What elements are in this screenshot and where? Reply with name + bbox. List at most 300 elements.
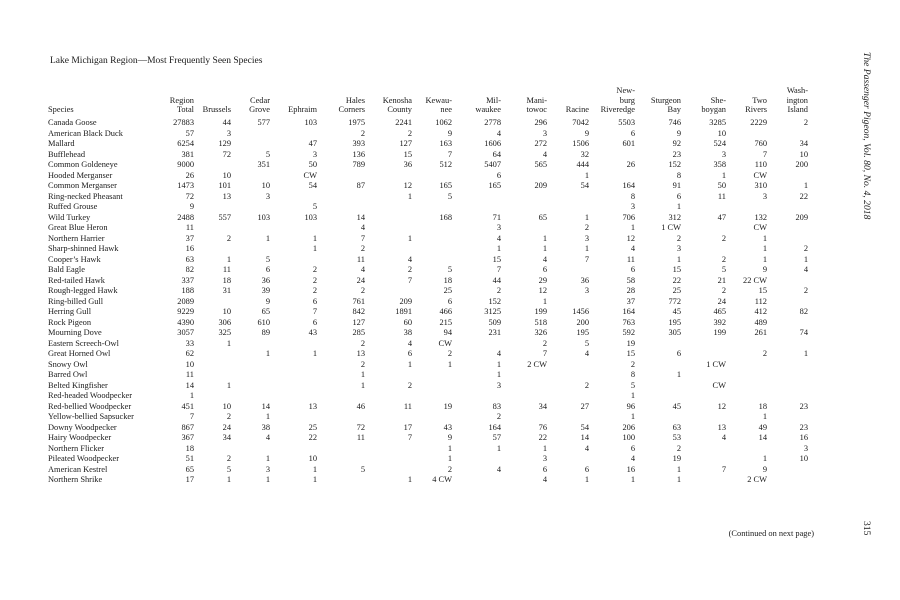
table-row — [48, 412, 810, 423]
count-cell: 65 — [538, 212, 547, 222]
count-cell: 4 — [360, 223, 365, 233]
count-cell: 7 — [312, 307, 317, 317]
count-cell: 4 — [803, 265, 808, 275]
count-cell — [233, 370, 272, 381]
count-cell: 5 — [265, 149, 270, 159]
table-row — [48, 276, 810, 287]
count-cell: 5 — [584, 338, 589, 348]
count-cell: 2 CW — [527, 359, 547, 369]
count-cell: 1 — [265, 412, 270, 422]
count-cell: 305 — [668, 328, 681, 338]
count-cell: 15 — [403, 149, 412, 159]
count-cell: 28 — [626, 286, 635, 296]
count-cell: 9 — [265, 296, 270, 306]
table-row — [48, 454, 810, 465]
species-name: Hooded Merganser — [48, 170, 113, 180]
count-cell: 72 — [222, 149, 231, 159]
table-row — [48, 370, 810, 381]
count-cell: 1891 — [395, 307, 412, 317]
count-cell: 168 — [439, 212, 452, 222]
count-cell — [233, 139, 272, 150]
count-cell: 12 — [717, 401, 726, 411]
count-cell: 2089 — [177, 296, 194, 306]
column-header-line: Bay — [667, 105, 681, 115]
species-name: Great Horned Owl — [48, 349, 111, 359]
count-cell: 3 — [542, 128, 547, 138]
count-cell: 6 — [630, 128, 635, 138]
table-row — [48, 444, 810, 455]
count-cell: 11 — [185, 370, 194, 380]
count-cell: 9 — [189, 202, 194, 212]
count-cell: 4 — [542, 475, 547, 485]
count-cell: 136 — [352, 149, 365, 159]
count-cell: 772 — [668, 296, 681, 306]
count-cell — [319, 391, 367, 402]
running-head: The Passenger Pigeon, Vol. 80, No. 4, 2018 — [861, 52, 872, 220]
count-cell: 11 — [356, 433, 365, 443]
count-cell: 7 — [407, 433, 412, 443]
species-name: Canada Goose — [48, 118, 97, 128]
count-cell: 5 — [226, 464, 231, 474]
count-cell: 592 — [622, 328, 635, 338]
count-cell: 6 — [630, 265, 635, 275]
count-cell: 11 — [356, 254, 365, 264]
table-header-row — [48, 76, 810, 118]
table-row — [48, 402, 810, 413]
count-cell: 6 — [630, 443, 635, 453]
count-cell — [728, 339, 769, 350]
count-cell: 1506 — [572, 139, 589, 149]
table-body — [48, 118, 810, 486]
count-cell — [272, 339, 319, 350]
column-header-line: Brussels — [202, 105, 231, 115]
count-cell — [196, 297, 233, 308]
count-cell — [549, 391, 591, 402]
count-cell: 5 — [312, 202, 317, 212]
count-cell — [683, 370, 728, 381]
count-cell — [549, 297, 591, 308]
column-header-line: Cedar — [250, 95, 270, 105]
count-cell — [414, 202, 454, 213]
count-cell: 58 — [626, 275, 635, 285]
count-cell: 87 — [356, 181, 365, 191]
count-cell: 524 — [713, 139, 726, 149]
count-cell — [272, 223, 319, 234]
count-cell: CW — [438, 338, 452, 348]
count-cell: 4 — [630, 454, 635, 464]
count-cell: 1 — [312, 233, 317, 243]
count-cell: 1 — [803, 349, 808, 359]
count-cell: 2 — [803, 286, 808, 296]
count-cell — [233, 129, 272, 140]
count-cell: 163 — [439, 139, 452, 149]
count-cell: 164 — [622, 181, 635, 191]
column-header — [503, 76, 549, 118]
count-cell: 14 — [580, 433, 589, 443]
species-name: Yellow-bellied Sapsucker — [48, 412, 134, 422]
count-cell: 188 — [181, 286, 194, 296]
count-cell: 34 — [222, 433, 231, 443]
count-cell: 37 — [185, 233, 194, 243]
column-header — [162, 76, 196, 118]
column-header — [769, 76, 810, 118]
count-cell — [728, 381, 769, 392]
count-cell: 6 — [676, 349, 681, 359]
species-name: Ring-necked Pheasant — [48, 191, 123, 201]
count-cell — [196, 202, 233, 213]
count-cell: 7 — [407, 275, 412, 285]
table-row — [48, 423, 810, 434]
count-cell — [769, 276, 810, 287]
count-cell: 2 — [676, 443, 681, 453]
count-cell — [683, 349, 728, 360]
count-cell: 112 — [754, 296, 767, 306]
count-cell: 15 — [672, 265, 681, 275]
count-cell: 6 — [312, 317, 317, 327]
count-cell: CW — [303, 170, 317, 180]
count-cell: 72 — [185, 191, 194, 201]
table-row — [48, 318, 810, 329]
count-cell: 1 — [630, 223, 635, 233]
count-cell: 9 — [584, 128, 589, 138]
species-name: Herring Gull — [48, 307, 92, 317]
count-cell: 195 — [576, 328, 589, 338]
count-cell — [503, 370, 549, 381]
count-cell: 103 — [304, 118, 317, 128]
count-cell: 2241 — [395, 118, 412, 128]
count-cell: 1 — [447, 454, 452, 464]
count-cell: 76 — [538, 422, 547, 432]
count-cell — [272, 381, 319, 392]
count-cell — [454, 202, 503, 213]
count-cell: 7 — [447, 149, 452, 159]
count-cell — [367, 391, 414, 402]
table-row — [48, 475, 810, 486]
count-cell: 39 — [261, 286, 270, 296]
count-cell: 1 — [360, 380, 365, 390]
count-cell: 10 — [222, 401, 231, 411]
count-cell: 23 — [672, 149, 681, 159]
table-row — [48, 118, 810, 129]
count-cell: 10 — [799, 454, 808, 464]
count-cell: 2 — [226, 454, 231, 464]
table-row — [48, 181, 810, 192]
count-cell: 23 — [799, 401, 808, 411]
count-cell: 11 — [185, 223, 194, 233]
count-cell: 26 — [185, 170, 194, 180]
table-row — [48, 381, 810, 392]
count-cell — [319, 444, 367, 455]
count-cell — [319, 202, 367, 213]
count-cell — [367, 465, 414, 476]
species-name: Bufflehead — [48, 149, 86, 159]
count-cell — [769, 391, 810, 402]
count-cell: 1 — [407, 233, 412, 243]
count-cell: 1 — [584, 212, 589, 222]
count-cell: 9 — [447, 433, 452, 443]
count-cell: 74 — [799, 328, 808, 338]
count-cell: 44 — [222, 118, 231, 128]
count-cell: 1 — [762, 412, 767, 422]
count-cell: 54 — [580, 422, 589, 432]
count-cell: 2 — [447, 464, 452, 474]
count-cell: 3 — [226, 128, 231, 138]
count-cell: 16 — [185, 244, 194, 254]
count-cell: 91 — [672, 181, 681, 191]
count-cell — [503, 223, 549, 234]
count-cell — [769, 171, 810, 182]
count-cell: 14 — [261, 401, 270, 411]
count-cell — [233, 244, 272, 255]
count-cell: 18 — [758, 401, 767, 411]
count-cell: 21 — [717, 275, 726, 285]
count-cell: 272 — [534, 139, 547, 149]
count-cell: 11 — [403, 401, 412, 411]
count-cell: 5 — [360, 464, 365, 474]
column-header-line: Riveredge — [600, 105, 635, 115]
column-header-line: Mil- — [486, 95, 501, 105]
column-header — [549, 76, 591, 118]
count-cell — [367, 286, 414, 297]
count-cell — [769, 475, 810, 486]
count-cell: 1 — [630, 475, 635, 485]
count-cell: 63 — [672, 422, 681, 432]
count-cell: 71 — [492, 212, 501, 222]
count-cell: 44 — [492, 275, 501, 285]
count-cell — [414, 412, 454, 423]
count-cell: 36 — [580, 275, 589, 285]
count-cell: 7 — [721, 464, 726, 474]
count-cell — [272, 192, 319, 203]
count-cell: 4 — [265, 433, 270, 443]
count-cell — [769, 339, 810, 350]
table-row — [48, 150, 810, 161]
count-cell — [319, 171, 367, 182]
count-cell: 3125 — [484, 307, 501, 317]
species-name: Pileated Woodpecker — [48, 454, 120, 464]
count-cell: 7 — [496, 265, 501, 275]
count-cell — [769, 381, 810, 392]
count-cell: 2 — [226, 233, 231, 243]
count-cell: 5503 — [618, 118, 635, 128]
species-name: Northern Flicker — [48, 443, 105, 453]
count-cell: 1 — [542, 296, 547, 306]
species-name: Snowy Owl — [48, 359, 88, 369]
count-cell — [454, 339, 503, 350]
count-cell: 2 — [496, 286, 501, 296]
count-cell: 1 — [447, 359, 452, 369]
count-cell — [233, 381, 272, 392]
count-cell — [233, 171, 272, 182]
species-name: Belted Kingfisher — [48, 380, 108, 390]
count-cell: 24 — [222, 422, 231, 432]
count-cell: 6 — [496, 170, 501, 180]
column-header-line: Corners — [338, 105, 365, 115]
count-cell: 51 — [185, 454, 194, 464]
count-cell: 518 — [534, 317, 547, 327]
count-cell: 199 — [534, 307, 547, 317]
count-cell: 412 — [754, 307, 767, 317]
count-cell — [414, 391, 454, 402]
count-cell: 393 — [352, 139, 365, 149]
count-cell: 199 — [713, 328, 726, 338]
count-cell — [683, 339, 728, 350]
count-cell — [414, 381, 454, 392]
count-cell — [196, 444, 233, 455]
count-cell: 565 — [534, 160, 547, 170]
table-row — [48, 213, 810, 224]
count-cell: 9 — [762, 265, 767, 275]
column-header — [637, 76, 683, 118]
species-name: Ring-billed Gull — [48, 296, 104, 306]
count-cell: 57 — [185, 128, 194, 138]
count-cell — [367, 202, 414, 213]
count-cell: 19 — [443, 401, 452, 411]
count-cell: 10 — [308, 454, 317, 464]
count-cell: 17 — [403, 422, 412, 432]
count-cell — [233, 391, 272, 402]
count-cell: 358 — [713, 160, 726, 170]
column-header-line: New- — [616, 86, 635, 96]
count-cell: 1 — [265, 454, 270, 464]
count-cell: 24 — [356, 275, 365, 285]
species-name: Mourning Dove — [48, 328, 102, 338]
table-row — [48, 286, 810, 297]
count-cell: 2 — [721, 254, 726, 264]
column-header — [591, 76, 637, 118]
column-header-line: Sturgeon — [650, 95, 681, 105]
count-cell: 65 — [185, 464, 194, 474]
count-cell: 2 — [676, 233, 681, 243]
count-cell: 127 — [399, 139, 412, 149]
count-cell: 1 — [542, 443, 547, 453]
count-cell: 25 — [672, 286, 681, 296]
count-cell: 2 — [407, 380, 412, 390]
count-cell — [272, 129, 319, 140]
count-cell: 2 — [312, 275, 317, 285]
count-cell — [233, 202, 272, 213]
count-cell: 16 — [626, 464, 635, 474]
count-cell: 3 — [312, 149, 317, 159]
count-cell: 1975 — [348, 118, 365, 128]
count-cell: 1 — [496, 244, 501, 254]
count-cell: 29 — [538, 275, 547, 285]
count-cell: 7042 — [572, 118, 589, 128]
count-cell — [272, 412, 319, 423]
column-header-line: Mani- — [526, 95, 547, 105]
count-cell: 5407 — [484, 160, 501, 170]
table-row — [48, 349, 810, 360]
count-cell: 2 — [407, 265, 412, 275]
species-name: Common Merganser — [48, 181, 117, 191]
count-cell: 760 — [754, 139, 767, 149]
count-cell — [728, 370, 769, 381]
count-cell: 26 — [626, 160, 635, 170]
species-name: Northern Shrike — [48, 475, 103, 485]
count-cell: 3 — [542, 454, 547, 464]
count-cell: 4 — [584, 443, 589, 453]
count-cell: 165 — [488, 181, 501, 191]
count-cell: 512 — [439, 160, 452, 170]
count-cell — [683, 454, 728, 465]
species-name: Ruffed Grouse — [48, 202, 98, 212]
count-cell: 1 — [360, 370, 365, 380]
count-cell: 1 — [407, 359, 412, 369]
count-cell — [769, 223, 810, 234]
count-cell: 1 — [676, 370, 681, 380]
count-cell: 489 — [754, 317, 767, 327]
count-cell: 7 — [189, 412, 194, 422]
count-cell — [549, 265, 591, 276]
column-header — [367, 76, 414, 118]
count-cell: 4 — [360, 265, 365, 275]
count-cell: 5 — [630, 380, 635, 390]
count-cell: 381 — [181, 149, 194, 159]
count-cell: 103 — [257, 212, 270, 222]
count-cell: 4 — [496, 128, 501, 138]
table-row — [48, 139, 810, 150]
count-cell: 2 — [496, 412, 501, 422]
column-header-line: nee — [440, 105, 452, 115]
table-row — [48, 192, 810, 203]
count-cell: 8 — [676, 170, 681, 180]
count-cell: 9 — [762, 464, 767, 474]
count-cell: 13 — [356, 349, 365, 359]
count-cell: 3 — [265, 191, 270, 201]
count-cell: 466 — [439, 307, 452, 317]
count-cell: 25 — [308, 422, 317, 432]
count-cell: 842 — [352, 307, 365, 317]
count-cell: 1 — [676, 464, 681, 474]
species-name: Downy Woodpecker — [48, 422, 117, 432]
count-cell — [454, 454, 503, 465]
count-cell: 9 — [447, 128, 452, 138]
count-cell: 152 — [488, 296, 501, 306]
count-cell: 2 — [360, 359, 365, 369]
count-cell: 231 — [488, 328, 501, 338]
count-cell — [769, 297, 810, 308]
count-cell: 34 — [799, 139, 808, 149]
count-cell: 451 — [181, 401, 194, 411]
species-name: Eastern Screech-Owl — [48, 338, 119, 348]
count-cell: 4 — [496, 349, 501, 359]
count-cell: 2 — [542, 338, 547, 348]
count-cell: 3 — [496, 380, 501, 390]
count-cell: 83 — [492, 401, 501, 411]
count-cell: 164 — [622, 307, 635, 317]
count-cell: 306 — [218, 317, 231, 327]
count-cell: 1 — [676, 202, 681, 212]
count-cell: 1 — [312, 475, 317, 485]
count-cell — [367, 213, 414, 224]
count-cell: 5 — [447, 191, 452, 201]
count-cell: 601 — [622, 139, 635, 149]
count-cell: 7 — [542, 349, 547, 359]
count-cell: 72 — [356, 422, 365, 432]
count-cell: 27 — [580, 401, 589, 411]
count-cell: 3285 — [709, 118, 726, 128]
column-header-line: She- — [710, 95, 726, 105]
count-cell: 1 — [803, 181, 808, 191]
count-cell: 1 — [265, 475, 270, 485]
column-header — [233, 76, 272, 118]
count-cell — [728, 444, 769, 455]
count-cell: 6 — [676, 191, 681, 201]
count-cell: 94 — [443, 328, 452, 338]
count-cell: 7 — [584, 254, 589, 264]
column-header-line: Racine — [565, 105, 589, 115]
count-cell: 1 — [762, 454, 767, 464]
